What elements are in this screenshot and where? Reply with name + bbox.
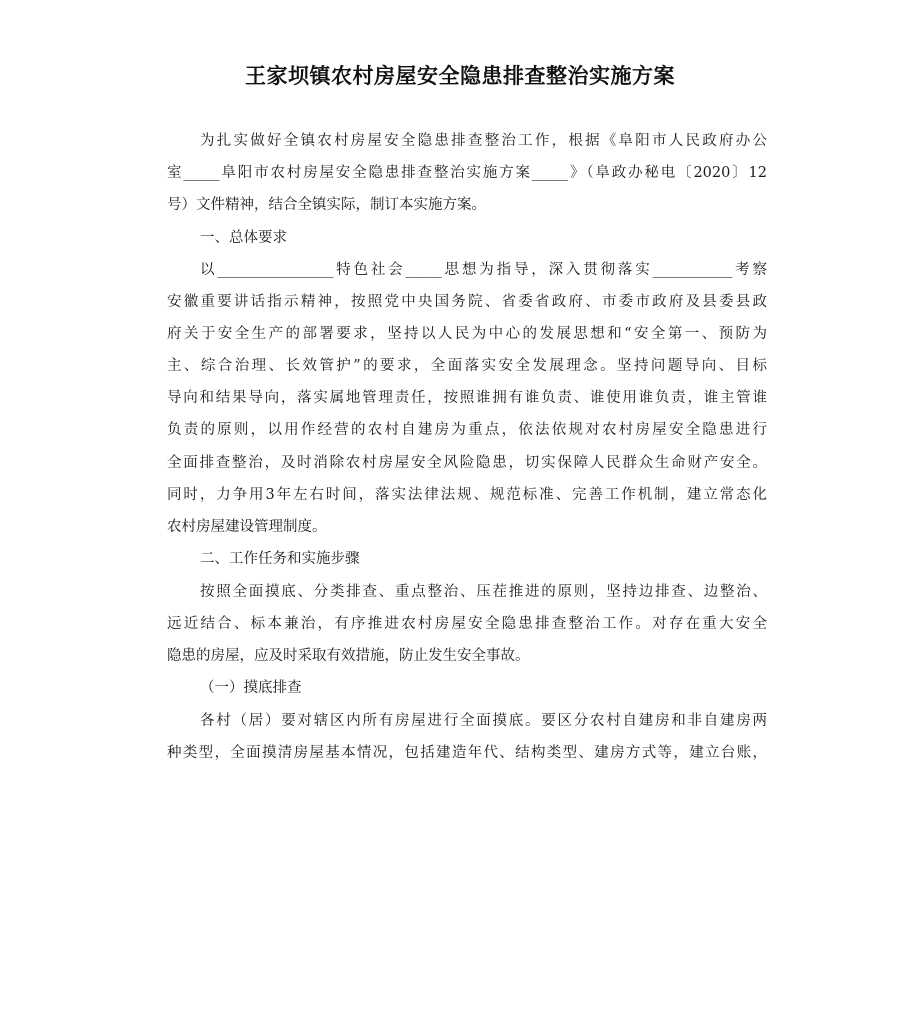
document-title: 王家坝镇农村房屋安全隐患排查整治实施方案 [245, 64, 675, 88]
section-heading: 二、工作任务和实施步骤 [200, 551, 360, 567]
paragraph-line: 安徽重要讲话指示精神，按照党中央国务院、省委省政府、市委市政府及县委县政 [167, 294, 767, 310]
subsection-heading: （一）摸底排查 [200, 680, 302, 696]
paragraph-line: 以________________特色社会_____思想为指导，深入贯彻落实___________考察 [200, 262, 767, 278]
paragraph-line: 农村房屋建设管理制度。 [167, 519, 327, 535]
paragraph-line: 种类型，全面摸清房屋基本情况，包括建造年代、结构类型、建房方式等，建立台账， [167, 745, 767, 761]
paragraph-line: 府关于安全生产的部署要求，坚持以人民为中心的发展思想和“安全第一、预防为 [167, 326, 767, 342]
paragraph-line: 为扎实做好全镇农村房屋安全隐患排查整治工作，根据《阜阳市人民政府办公 [200, 133, 767, 149]
paragraph-line: 导向和结果导向，落实属地管理责任，按照谁拥有谁负责、谁使用谁负责，谁主管谁 [167, 390, 767, 406]
paragraph-line: 各村（居）要对辖区内所有房屋进行全面摸底。要区分农村自建房和非自建房两 [200, 713, 767, 729]
paragraph-line: 隐患的房屋，应及时采取有效措施，防止发生安全事故。 [167, 648, 530, 664]
paragraph-line: 负责的原则，以用作经营的农村自建房为重点，依法依规对农村房屋安全隐患进行 [167, 422, 767, 438]
paragraph-line: 室_____阜阳市农村房屋安全隐患排查整治实施方案_____》（阜政办秘电〔2020〕12 [167, 165, 767, 181]
section-heading: 一、总体要求 [200, 230, 287, 246]
paragraph-line: 远近结合、标本兼治，有序推进农村房屋安全隐患排查整治工作。对存在重大安全 [167, 616, 767, 632]
paragraph-line: 主、综合治理、长效管护”的要求，全面落实安全发展理念。坚持问题导向、目标 [167, 358, 767, 374]
paragraph-line: 全面排查整治，及时消除农村房屋安全风险隐患，切实保障人民群众生命财产安全。 [167, 455, 767, 471]
paragraph-line: 同时，力争用3年左右时间，落实法律法规、规范标准、完善工作机制，建立常态化 [167, 487, 767, 503]
paragraph-line: 号）文件精神，结合全镇实际，制订本实施方案。 [167, 197, 486, 213]
paragraph-line: 按照全面摸底、分类排查、重点整治、压茬推进的原则，坚持边排查、边整治、 [200, 584, 767, 600]
